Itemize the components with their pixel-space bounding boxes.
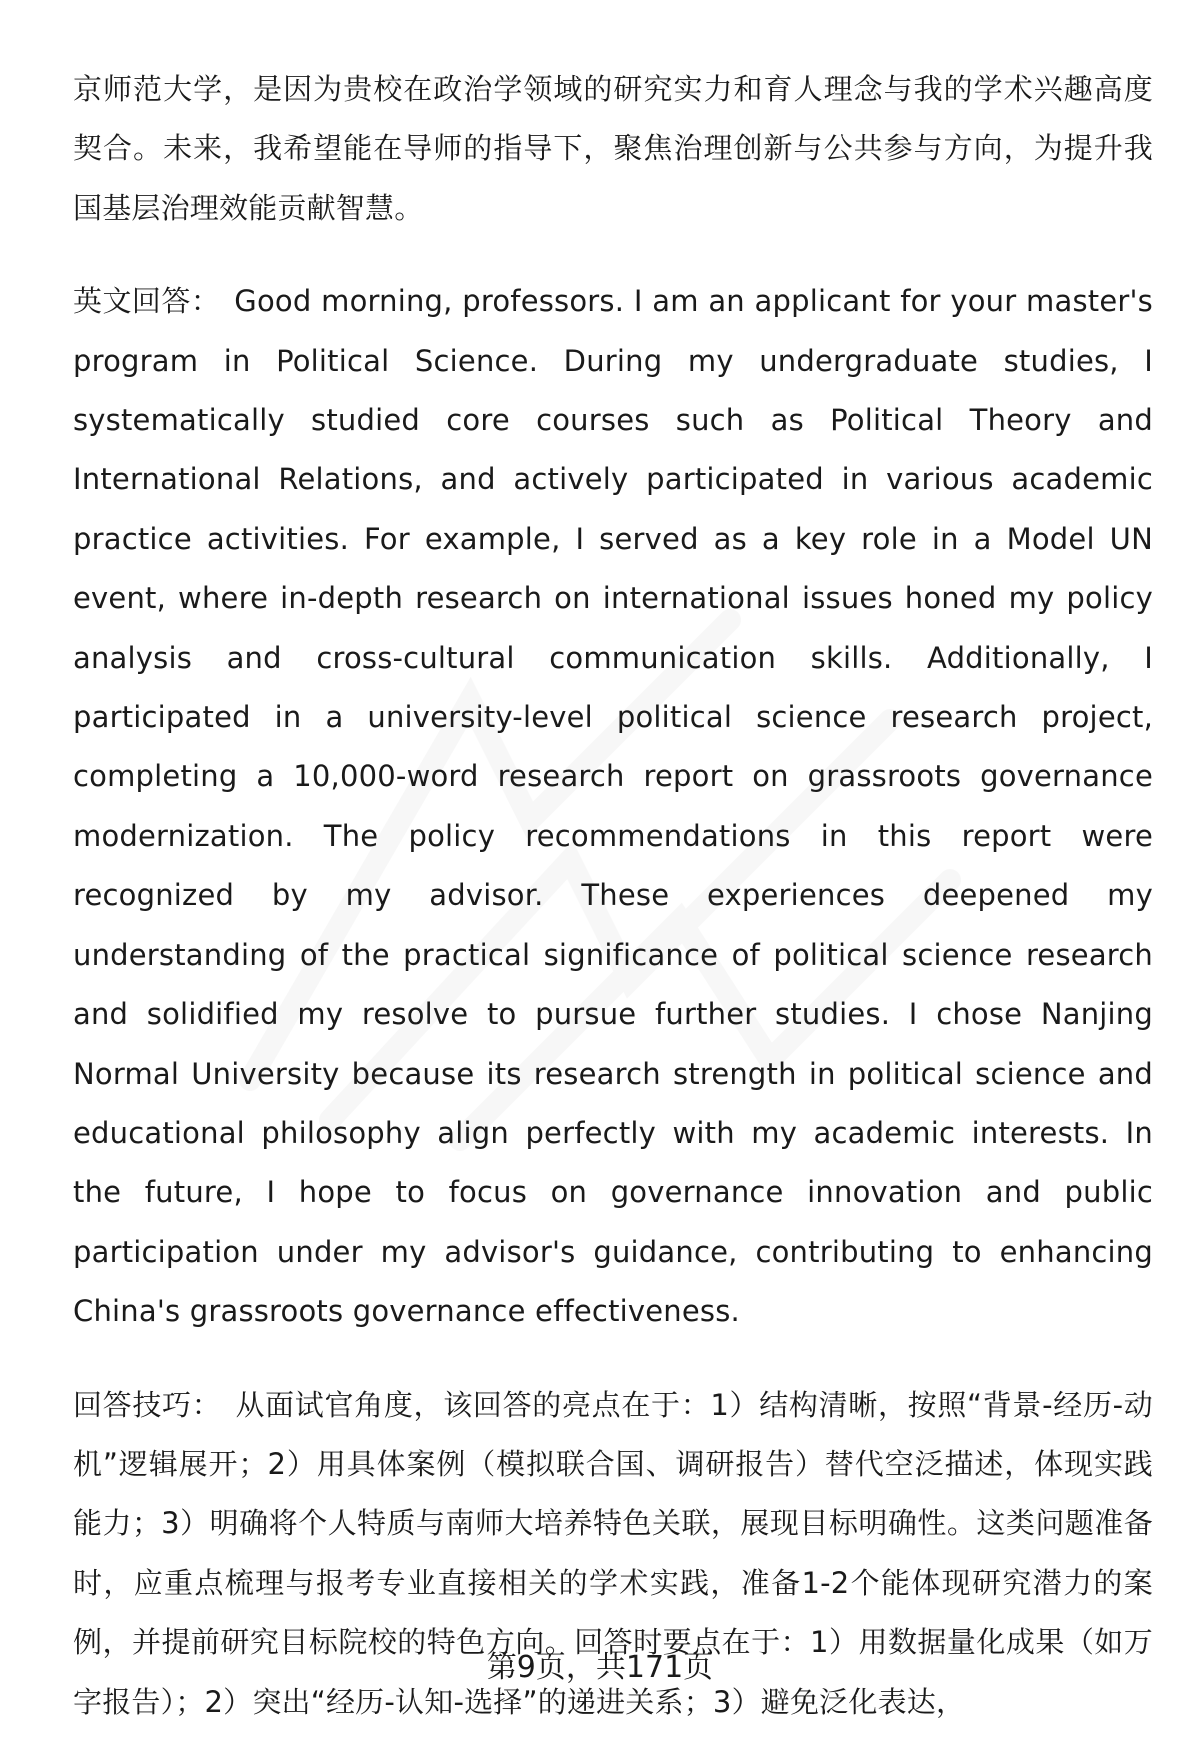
english-answer-label: 英文回答：	[73, 284, 221, 319]
answer-tips-text: 从面试官角度，该回答的亮点在于：1）结构清晰，按照“背景-经历-动机”逻辑展开；2）用具体案例（模拟联合国、调研报告）替代空泛描述，体现实践能力；3）明确将个人特质与南师大培养特色关联，展现目标明确性。这类问题准备时，应重点梳理与报考专业直接相关的学术实践，准备1-2个能体现研究潜力的案例，并提前研究目标院校的特色方向。回答时要点在于：1）用数据量化成果（如万字报告）；2）突出“经历-认知-选择”的递进关系；3）避免泛化表达，	[73, 1387, 1153, 1719]
english-answer-text: Good morning, professors. I am an applicant for your master's program in Political Science. During my undergraduate studies, I systematically studied core courses such as Political Theory and International Relations, and actively participated in various academic practice activities. For example, I served as a key role in a Model UN event, where in-depth research on international issues honed my policy analysis and cross-cultural communication skills. Additionally, I participated in a university-level political science research project, completing a 10,000-word research report on grassroots governance modernization. The policy recommendations in this report were recognized by my advisor. These experiences deepened my understanding of the practical significance of political science research and solidified my resolve to pursue further studies. I chose Nanjing Normal University because its research strength in political science and educational philosophy align perfectly with my academic interests. In the future, I hope to focus on governance innovation and public participation under my advisor's guidance, contributing to enhancing China's grassroots governance effectiveness.	[73, 284, 1153, 1329]
document-body	[73, 60, 1153, 1732]
answer-tips-label: 回答技巧：	[73, 1387, 222, 1422]
english-answer-paragraph	[73, 272, 1153, 1341]
page-footer	[0, 1648, 1200, 1688]
intro-text: 京师范大学，是因为贵校在政治学领域的研究实力和育人理念与我的学术兴趣高度契合。未来，我希望能在导师的指导下，聚焦治理创新与公共参与方向，为提升我国基层治理效能贡献智慧。	[73, 72, 1153, 225]
page-number: 第9页，共171页	[486, 1650, 714, 1685]
intro-paragraph	[73, 60, 1153, 238]
